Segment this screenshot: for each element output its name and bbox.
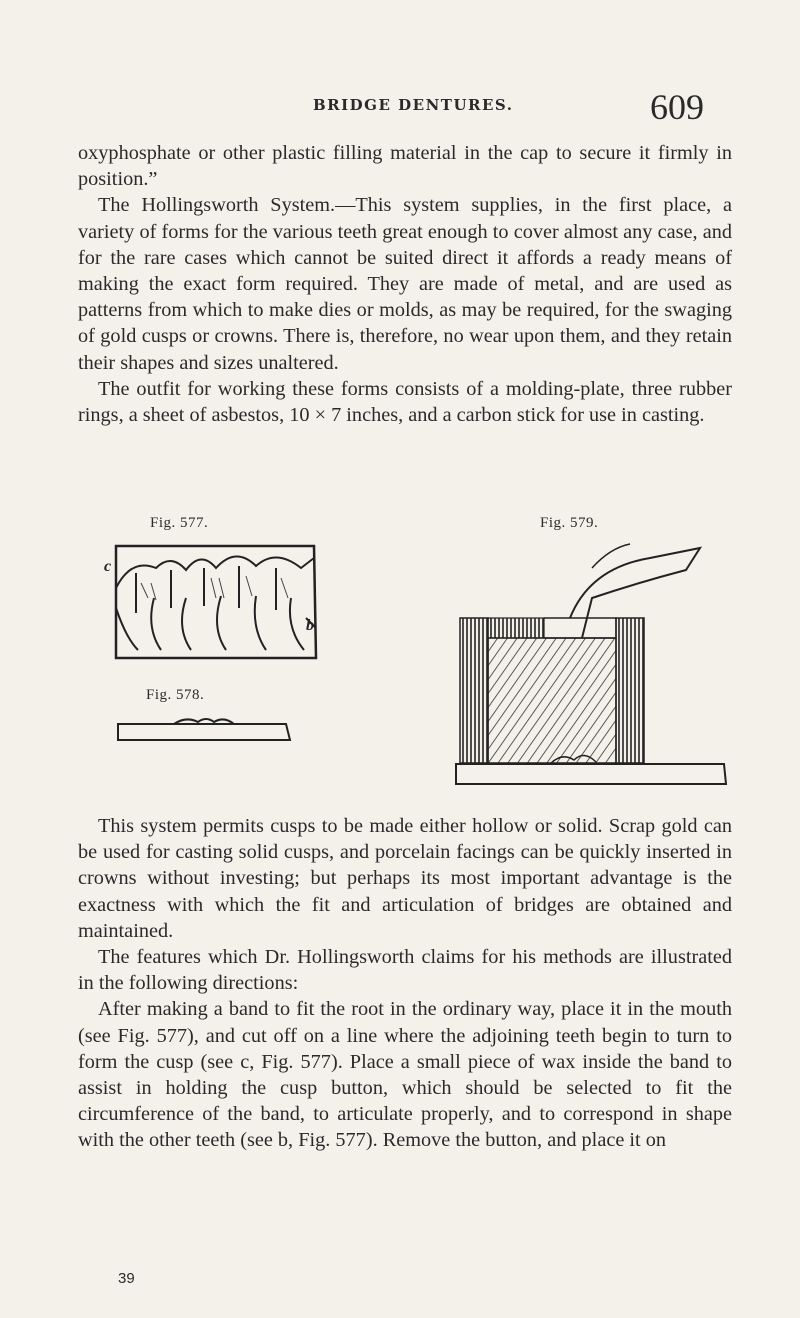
text-block-top xyxy=(78,140,732,428)
text-block-bottom xyxy=(78,813,732,1154)
running-title: BRIDGE DENTURES. xyxy=(313,96,514,114)
signature-mark: 39 xyxy=(118,1270,135,1287)
paragraph: The Hollingsworth System.—This system supplies, in the first place, a variety of forms for the various teeth great enough to cover almost any case, and for the rare cases which cannot be suited direct it affords a ready means of making the exact form required. They are made of metal, and are used as patterns from which to make dies or molds, as may be required, for the swaging of gold cusps or crowns. There is, therefore, no wear upon them, and they retain their shapes and sizes unaltered. xyxy=(78,194,732,374)
paragraph: The outfit for working these forms consists of a molding-plate, three rubber rings, a sheet of asbestos, 10 × 7 inches, and a carbon stick for use in casting. xyxy=(78,377,732,427)
fig-577-illustration xyxy=(76,538,326,668)
fig-579-caption: Fig. 579. xyxy=(540,515,599,531)
paragraph: The features which Dr. Hollingsworth claims for his methods are illustrated in the following directions: xyxy=(78,946,732,995)
fig-577-label-c: c xyxy=(104,558,112,575)
paragraph: This system permits cusps to be made either hollow or solid. Scrap gold can be used for casting solid cusps, and porcelain facings can be quickly inserted in crowns without investing; but perhaps its most important advantage is the exactness with which the fit and articulation of bridges are obtained and maintained. xyxy=(78,815,732,942)
fig-578-caption: Fig. 578. xyxy=(146,687,205,703)
fig-579-illustration xyxy=(450,538,740,788)
paragraph: oxyphosphate or other plastic filling material in the cap to secure it firmly in position.” xyxy=(78,142,732,191)
running-head xyxy=(0,87,800,132)
page-number: 609 xyxy=(650,87,704,127)
fig-577-label-b: b xyxy=(306,617,314,634)
fig-577-caption: Fig. 577. xyxy=(150,515,209,531)
fig-578-illustration xyxy=(114,714,294,744)
paragraph: After making a band to fit the root in the ordinary way, place it in the mouth (see Fig. 577), and cut off on a line where the adjoining teeth begin to turn to form the cusp (see c, Fig. 577). Place a small piece of wax inside the band to assist in holding the cusp button, which should be selected to fit the circumference of the band, to articulate properly, and to correspond in shape with the other teeth (see b, Fig. 577). Remove the button, and place it on xyxy=(78,998,732,1152)
